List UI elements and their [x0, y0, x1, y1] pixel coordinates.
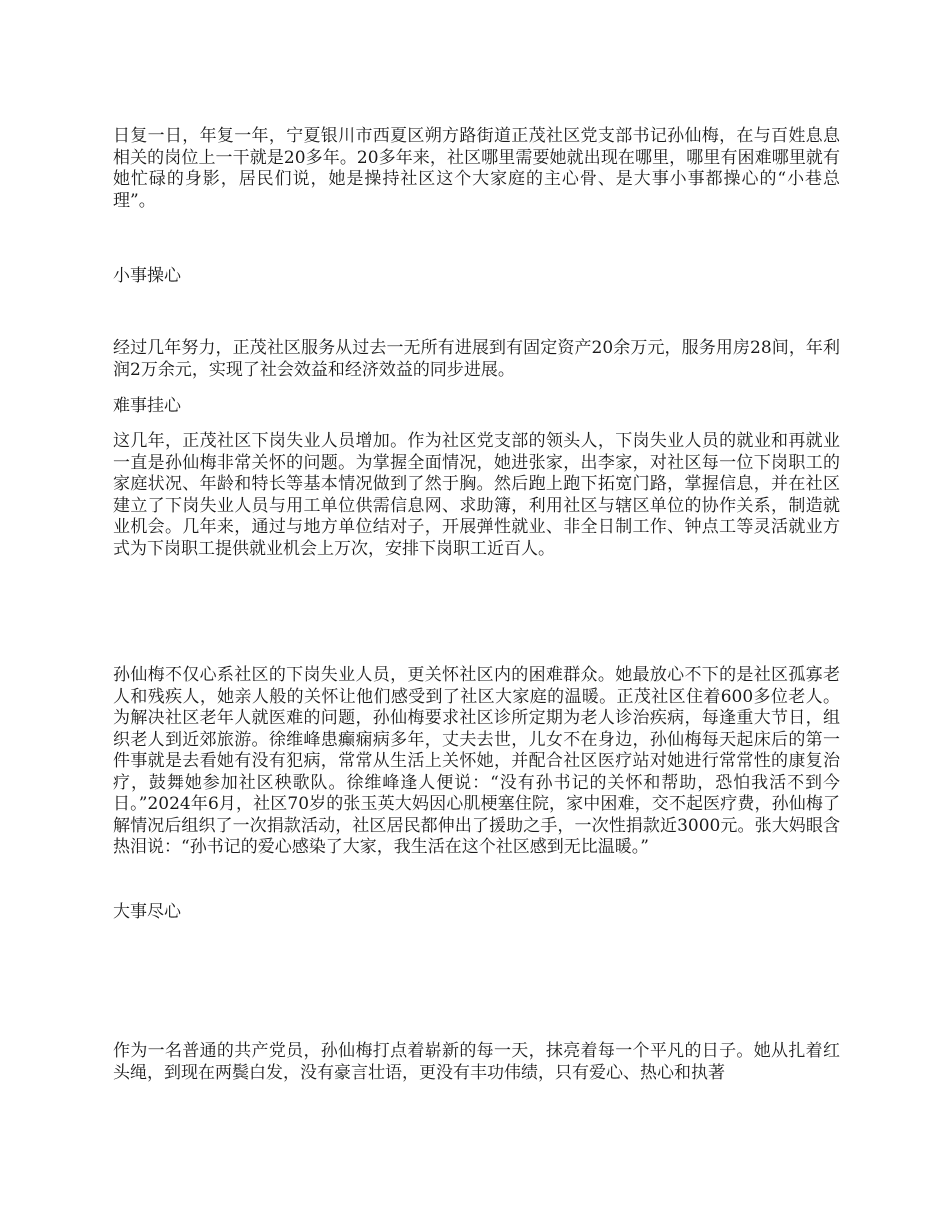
services-paragraph: 经过几年努力，正茂社区服务从过去一无所有进展到有固定资产20余万元，服务用房28间，年利润2万余元，实现了社会效益和经济效益的同步进展。 — [113, 338, 840, 380]
intro-paragraph: 日复一日，年复一年，宁夏银川市西夏区朔方路街道正茂社区党支部书记孙仙梅，在与百姓息息相关的岗位上一干就是20多年。20多年来，社区哪里需要她就出现在哪里，哪里有困难哪里就有她忙碌的身影，居民们说，她是操持社区这个大家庭的主心骨、是大事小事都操心的“小巷总理”。 — [113, 126, 840, 211]
employment-paragraph: 这几年，正茂社区下岗失业人员增加。作为社区党支部的领头人，下岗失业人员的就业和再就业一直是孙仙梅非常关怀的问题。为掌握全面情况，她进张家，出李家，对社区每一位下岗职工的家庭状况、年龄和特长等基本情况做到了然于胸。然后跑上跑下拓宽门路，掌握信息，并在社区建立了下岗失业人员与用工单位供需信息网、求助簿，利用社区与辖区单位的协作关系，制造就业机会。几年来，通过与地方单位结对子，开展弹性就业、非全日制工作、钟点工等灵活就业方式为下岗职工提供就业机会上万次，安排下岗职工近百人。 — [113, 431, 840, 559]
closing-paragraph: 作为一名普通的共产党员，孙仙梅打点着崭新的每一天，抹亮着每一个平凡的日子。她从扎着红头绳，到现在两鬓白发，没有豪言壮语，更没有丰功伟绩，只有爱心、热心和执著 — [113, 1041, 840, 1083]
section-heading-major-matters: 大事尽心 — [113, 902, 181, 922]
section-heading-difficult-matters: 难事挂心 — [113, 396, 181, 416]
section-heading-small-matters: 小事操心 — [113, 266, 181, 286]
elderly-care-paragraph: 孙仙梅不仅心系社区的下岗失业人员，更关怀社区内的困难群众。她最放心不下的是社区孤寡老人和残疾人，她亲人般的关怀让他们感受到了社区大家庭的温暖。正茂社区住着600多位老人。为解决社区老年人就医难的问题，孙仙梅要求社区诊所定期为老人诊治疾病，每逢重大节日，组织老人到近郊旅游。徐维峰患癫痫病多年，丈夫去世，儿女不在身边，孙仙梅每天起床后的第一件事就是去看她有没有犯病，常常从生活上关怀她，并配合社区医疗站对她进行常常性的康复治疗，鼓舞她参加社区秧歌队。徐维峰逢人便说：“没有孙书记的关怀和帮助，恐怕我活不到今日。”2024年6月，社区70岁的张玉英大妈因心肌梗塞住院，家中困难，交不起医疗费，孙仙梅了解情况后组织了一次捐款活动，社区居民都伸出了援助之手，一次性捐款近3000元。张大妈眼含热泪说：“孙书记的爱心感染了大家，我生活在这个社区感到无比温暖。” — [113, 665, 840, 857]
